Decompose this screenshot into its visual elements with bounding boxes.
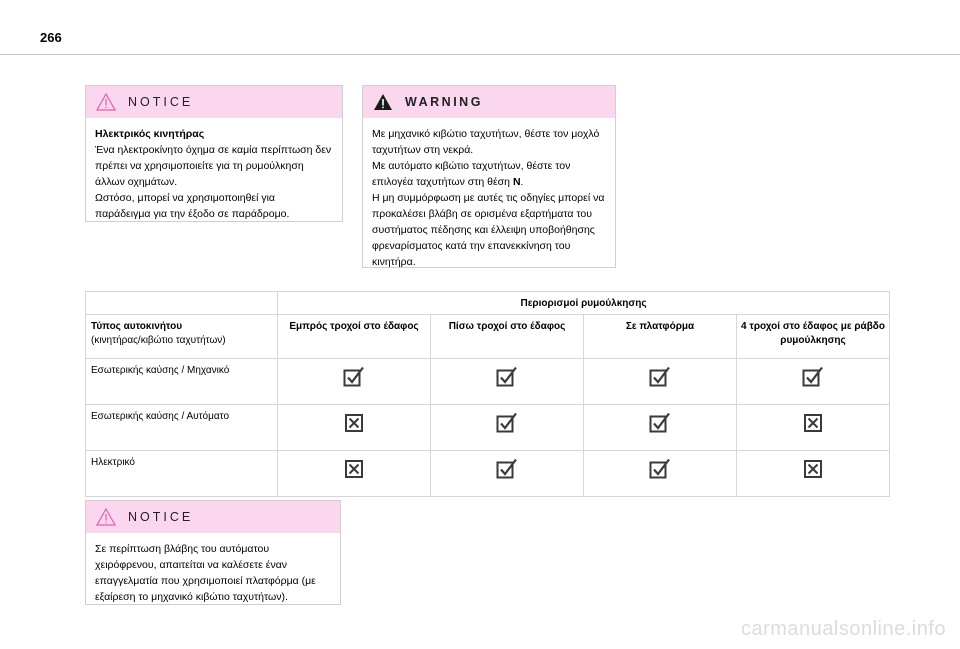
allowed-icon (496, 426, 518, 437)
restriction-cell (431, 359, 584, 405)
allowed-icon (649, 380, 671, 391)
restriction-cell (737, 405, 890, 451)
restriction-cell (278, 451, 431, 497)
warning-text: Με μηχανικό κιβώτιο ταχυτήτων, θέστε τον μοχλό ταχυτήτων στη νεκρά. (372, 128, 600, 156)
restriction-cell (278, 359, 431, 405)
notice-triangle-icon (96, 93, 116, 111)
gear-position-n: N (512, 176, 521, 188)
warning-triangle-icon (373, 93, 393, 111)
forbidden-icon (343, 426, 365, 437)
towing-restrictions-table (85, 291, 890, 497)
warning-title: WARNING (405, 95, 483, 109)
warning-text: Η μη συμμόρφωση με αυτές τις οδηγίες μπορεί να προκαλέσει βλάβη σε ορισμένα εξαρτήματα του συστήματος πέδησης και έλλειψη υποβοήθησης φρεναρίσματος κατά την επανεκκίνηση του κινητήρα. (372, 192, 605, 268)
notice-box-parking-brake (85, 500, 341, 605)
table-empty-corner (86, 292, 278, 315)
restriction-cell (431, 451, 584, 497)
warning-header (363, 86, 615, 118)
warning-text-part: . (520, 176, 524, 188)
restriction-cell (584, 405, 737, 451)
vehicle-type-cell: Εσωτερικής καύσης / Μηχανικό (86, 359, 278, 405)
restriction-cell (737, 451, 890, 497)
table-row (86, 405, 890, 451)
column-header-rear-wheels: Πίσω τροχοί στο έδαφος (431, 315, 584, 359)
notice-heading: Ηλεκτρικός κινητήρας (95, 128, 205, 140)
notice-text: Ένα ηλεκτροκίνητο όχημα σε καμία περίπτωση δεν πρέπει να χρησιμοποιείτε για τη ρυμούλκηση άλλων οχημάτων. (95, 144, 332, 188)
notice-header (86, 86, 342, 118)
vehicle-type-header (86, 315, 278, 359)
warning-text-selector (372, 158, 606, 190)
notice-box-electric-motor (85, 85, 343, 222)
vehicle-type-cell: Ηλεκτρικό (86, 451, 278, 497)
allowed-icon (496, 380, 518, 391)
notice-text: Σε περίπτωση βλάβης του αυτόματου χειρόφρενου, απαιτείται να καλέσετε έναν επαγγελματία που χρησιμοποιεί πλατφόρμα (με εξαίρεση το μηχανικό κιβώτιο ταχυτήτων). (95, 543, 316, 603)
table-row (86, 451, 890, 497)
vehicle-type-cell: Εσωτερικής καύσης / Αυτόματο (86, 405, 278, 451)
table-group-header: Περιορισμοί ρυμούλκησης (278, 292, 890, 315)
restriction-cell (584, 451, 737, 497)
notice-title: NOTICE (128, 510, 194, 524)
forbidden-icon (802, 426, 824, 437)
warning-box (362, 85, 616, 268)
warning-text-part: Με αυτόματο κιβώτιο ταχυτήτων, θέστε τον επιλογέα ταχυτήτων στη θέση (372, 160, 571, 188)
forbidden-icon (343, 472, 365, 483)
column-header-front-wheels: Εμπρός τροχοί στο έδαφος (278, 315, 431, 359)
allowed-icon (343, 380, 365, 391)
page-number: 266 (40, 30, 62, 45)
notice-header (86, 501, 340, 533)
notice-triangle-icon (96, 508, 116, 526)
allowed-icon (649, 426, 671, 437)
top-divider (0, 54, 960, 55)
vehicle-type-subtitle: (κινητήρας/κιβώτιο ταχυτήτων) (91, 335, 226, 346)
allowed-icon (802, 380, 824, 391)
restriction-cell (737, 359, 890, 405)
allowed-icon (649, 472, 671, 483)
column-header-tow-bar: 4 τροχοί στο έδαφος με ράβδο ρυμούλκησης (737, 315, 890, 359)
table-row (86, 359, 890, 405)
column-header-platform: Σε πλατφόρμα (584, 315, 737, 359)
notice-text: Ωστόσο, μπορεί να χρησιμοποιηθεί για παράδειγμα για την έξοδο σε παράδρομο. (95, 192, 290, 220)
notice-title: NOTICE (128, 95, 194, 109)
watermark: carmanualsonline.info (740, 618, 946, 640)
allowed-icon (496, 472, 518, 483)
vehicle-type-title: Τύπος αυτοκινήτου (91, 321, 183, 332)
restriction-cell (278, 405, 431, 451)
restriction-cell (431, 405, 584, 451)
forbidden-icon (802, 472, 824, 483)
restriction-cell (584, 359, 737, 405)
